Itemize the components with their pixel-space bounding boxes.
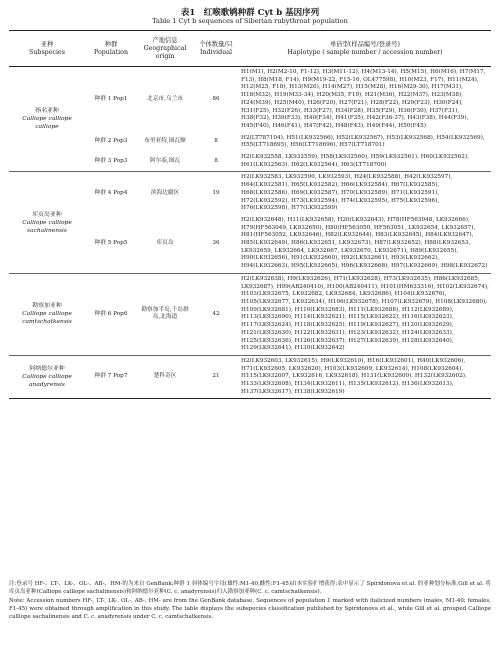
subspecies-name-latin: Calliope calliope sachalinensis [22, 219, 72, 234]
individual-count-cell: 19 [212, 189, 220, 196]
subspecies-name-zh: 库页岛亚种 [32, 211, 62, 218]
individual-count-cell: 42 [193, 273, 239, 355]
origin-cell: 滨海边疆区 [150, 189, 180, 196]
col-header-individual-zh: 个体数量/只 [199, 40, 233, 48]
table-title-english: Table 1 Cyt b sequences of Siberian rubythroat population [152, 17, 348, 25]
population-cell: 种群 5 Pop5 [85, 215, 137, 273]
col-header-population [85, 31, 137, 67]
haplotype-cell: H2(LK932583, LK932590, LK932593), H24(LK932588), H42(LK932597), H64(LK932581), H65(LK932582), H66(LK932584), H67(LK932585), H68(LK932586), H69(LK932587), H70(LK932589), H71(LK932591), H72(LK932592), H73(LK932594), H74(LK932595), H75(LK932596), H76(LK932598), H77(LK932599) [241, 174, 453, 212]
haplotype-cell: H2(LT787104), H51(LK932566), H52(LK932567), H53(LK932568), H54(LK932569), H55(LT718695), H56(LT718696), H57(LT718701) [241, 134, 485, 149]
subspecies-name-zh: 阿纳德尔亚种 [29, 366, 65, 373]
col-header-individual [193, 31, 239, 67]
subspecies-cell [9, 355, 85, 399]
table-row [9, 172, 491, 215]
origin-cell: 楚科奇区 [137, 355, 193, 399]
col-header-origin-zh: 产地信息 [152, 36, 178, 44]
table-notes [9, 580, 491, 621]
individual-count-cell: 86 [212, 95, 220, 102]
population-cell: 种群 7 Pop7 [85, 355, 137, 399]
subspecies-name-latin: Calliope calliope camtschatkensis [22, 311, 72, 326]
note-english: Note: Accession numbers HF-, LT-, LK-, OL-, AB-, HM- are from the GenBank database. Sequences of population 1 marked with italicized numbers (males, M1-40; females, F1-45) were obtained through amplification in this study. The table displays the subspecies classification published by Spiridonova et al., while Gill et al. grouped Calliope calliope sachalinensis and C. c. anadyrensis under C. c. camtschatkensis. [9, 598, 491, 620]
origin-cell: 库页岛 [137, 215, 193, 273]
population-cell: 种群 2 Pop3 [94, 138, 128, 145]
origin-cell: 勘察加半岛,千岛群岛,北海道 [137, 273, 193, 355]
subspecies-name-zh: 勘察加亚种 [32, 303, 62, 310]
note-chinese: 注:登录号 HF-、LT-、LK-、OL-、AB-、HM-的为来自 GenBank;种群 1 斜体编号字母(雄性:M1-40,雌性:F1-45)由本实验扩增获得;表中显示了 Spiridonova et al. 的亚种划分标准,Gill et al. 将库页岛亚种(Calliope calliope sachalinensis)和阿纳德尔亚种(C. c. anadyrensis)归入勘察加亚种(C. c. camtschatkensis)。 [9, 581, 491, 595]
col-header-population-en: Population [93, 48, 129, 56]
col-header-subspecies-en: Subspecies [29, 48, 65, 56]
population-cell: 种群 3 Pop3 [85, 152, 137, 172]
col-header-origin-en: Geographical origin [143, 44, 187, 60]
subspecies-cell [9, 67, 85, 172]
table-header-row [9, 31, 491, 67]
subspecies-name-zh: 指名亚种 [35, 108, 59, 115]
subspecies-name-latin: Calliope calliope calliope [22, 116, 72, 131]
col-header-individual-en: Individual [199, 48, 232, 56]
origin-cell: 阿尔泰,图瓦 [137, 152, 193, 172]
subspecies-cell [9, 172, 85, 273]
individual-count-cell: 21 [193, 355, 239, 399]
origin-cell: 布里亚特,图瓦额 [144, 138, 186, 145]
population-cell: 种群 6 Pop6 [85, 273, 137, 355]
col-header-haplotype [239, 31, 491, 67]
col-header-origin [137, 31, 193, 67]
haplotype-cell: H1(M1), H2(M2-10, F1-12), H3(M11-12), H4(M13-14), H5(M15), H6(M16), H7(M17, F13), H8(M18, F14), H9(M19-22, F15-16, OL477598), H10(M23, F17), H11(M24), H12(M25, F18), H13(M26), H14(M27), H15(M28), H16(M29-30), H17(M31), H18(M32), H19(M33-34), H20(M35, F19), H21(M36), H22(M37), H23(M38), H24(M39), H25(M40), H26(F20), H27(F21), H28(F22), H29(F23), H30(F24), H31(F25), H32(F26), H33(F27), H34(F28), H35(F29), H36(F30), H37(F31), H38(F32), H39(F33), H40(F34), H41(F35), H42(F36-37), H43(F38), H44(F39), H45(F40), H46(F41), H47(F42), H48(F43), H49(F44), H50(F45) [241, 69, 486, 129]
population-cell: 种群 4 Pop4 [94, 189, 128, 196]
haplotype-cell: H2(LK932558, LK932559), H58(LK932560), H59(LK932561), H60(LK932562), H61(LK932563), H62(LK932564), H63(LT718700) [239, 152, 491, 172]
table-row [9, 67, 491, 133]
table-row [9, 355, 491, 399]
col-header-haplotype-zh: 单倍型(样品编号/登录号) [329, 40, 400, 48]
subspecies-cell [9, 273, 85, 355]
col-header-haplotype-en: Haplotype ( sample number / accession number) [287, 48, 443, 56]
individual-count-cell: 8 [214, 138, 218, 145]
haplotype-cell: H2(LK932603, LK932615), H9(LK932610), H16(LK932601), H40(LK932606), H71(LK932605, LK932620), H103(LK932609, LK932614), H108(LK932604), H115(LK932607, LK932616, LK932618), H131(LK932600), H132(LK932602), H133(LK932608), H134(LK932611), H135(LK932612), H136(LK932613), H137(LK932617), H138(LK932619) [239, 355, 491, 399]
col-header-population-zh: 种群 [104, 40, 118, 48]
table-title-chinese: 表1 红喉歌鸲种群 Cyt b 基因序列 [180, 8, 320, 18]
population-cell: 种群 1 Pop1 [94, 95, 128, 102]
individual-count-cell: 36 [193, 215, 239, 273]
origin-cell: 北京市,乌兰市 [147, 95, 183, 102]
individual-count-cell: 8 [193, 152, 239, 172]
haplotype-cell: H2(LK932638), H9(LK932626), H71(LK932628), H73(LK932635), H86(LK932685, LK932687), H99(AB240410), H100(AB240411), H101(HM633316), H102(LK932674), H103(LK932675, LK932682, LK932684, LK932686), H104(LK932676), H105(LK932677, LK932634), H106(LK932678), H107(LK932679), H108(LK932680), H109(LK932681), H110(LK932683), H111(LK932688), H112(LK932689), H113(LK932690), H114(LK932621), H115(LK932622), H116(LK932623), H117(LK932624), H118(LK932625), H119(LK932627), H120(LK932629), H121(LK932630), H122(LK932631), H123(LK932632), H124(LK932633), H125(LK932636), H126(LK932637), H127(LK932639), H128(LK932640), H129(LK932641), H130(LK932642) [239, 273, 491, 355]
subspecies-name-latin: Calliope calliope anadyrensis [22, 374, 72, 389]
table-row [9, 273, 491, 355]
haplotype-table [9, 30, 491, 399]
col-header-subspecies [9, 31, 85, 67]
haplotype-cell: H2(LK932648), H11(LK932658), H20(LK932643), H78(HF563048, LK932666), H79(HF563049, LK932650), H80(HF563050, HF563051, LK932654, LK932657), H81(HF563052, LK932646), H82(LK932644), H83(LK932645), H84(LK932647), H85(LK932649), H86(LK932651, LK932673), H87(LK932652), H88(LK932653, LK932659, LK932664, LK932667, LK932670, LK932671), H89(LK932655), H90(LK932656), H91(LK932660), H92(LK932661), H93(LK932662), H94(LK932663), H95(LK932665), H96(LK932668), H97(LK932669), H98(LK932672) [239, 215, 491, 273]
col-header-subspecies-zh: 亚种 [40, 40, 54, 48]
